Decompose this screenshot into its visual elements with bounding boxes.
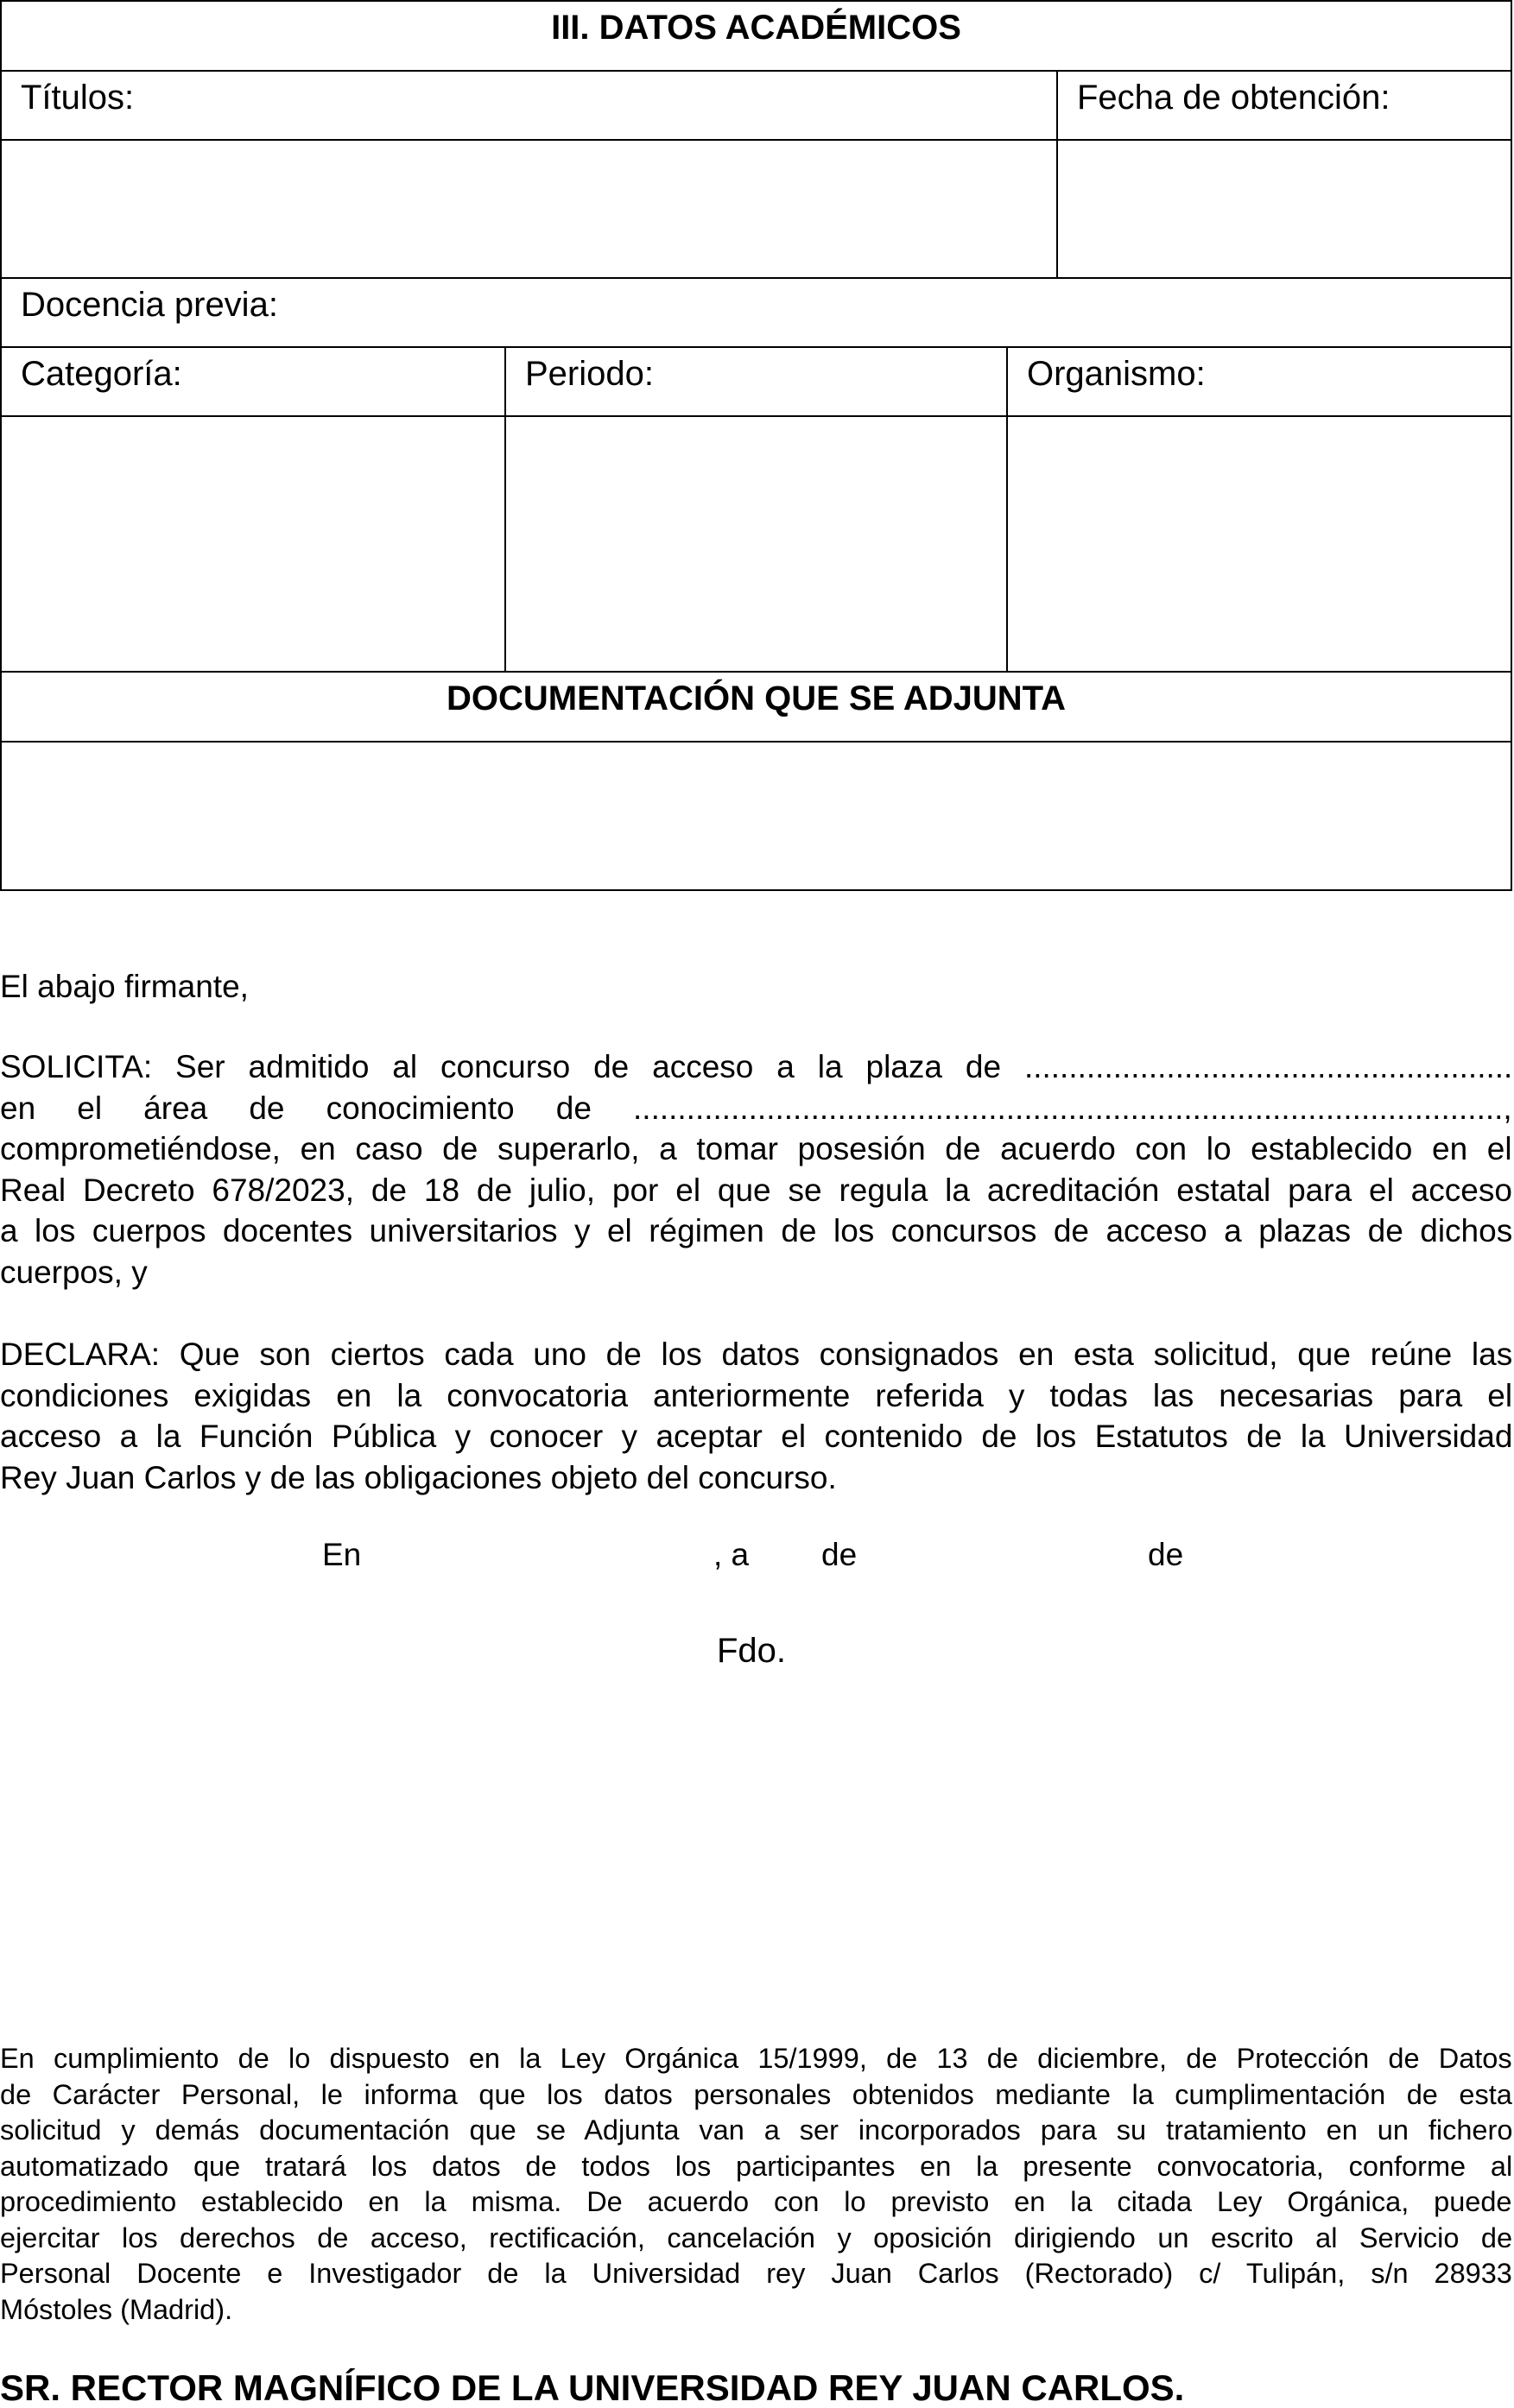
documentacion-title: DOCUMENTACIÓN QUE SE ADJUNTA (446, 679, 1067, 717)
declara-line: DECLARA: Que son ciertos cada uno de los datos consignados en esta solicitud, que reúne las (0, 1337, 1513, 1372)
titulos-label-cell (0, 70, 1058, 141)
declara-paragraph (0, 1334, 1512, 1498)
privacy-notice (0, 2041, 1512, 2328)
organismo-label: Organismo: (1027, 355, 1206, 393)
intro-text: El abajo firmante, (0, 969, 249, 1004)
titulos-field[interactable] (0, 139, 1058, 279)
periodo-label-cell (504, 346, 1008, 417)
solicita-line: en el área de conocimiento de .................................................................................................., (0, 1090, 1512, 1126)
privacy-line: ejercitar los derechos de acceso, rectificación, cancelación y oposición dirigiendo un escrito al Servicio de (0, 2222, 1513, 2253)
fecha-label: Fecha de obtención: (1077, 79, 1390, 117)
titulos-label: Títulos: (21, 79, 135, 117)
fecha-field[interactable] (1056, 139, 1512, 279)
signature-label: Fdo. (717, 1632, 787, 1670)
privacy-line: Personal Docente e Investigador de la Universidad rey Juan Carlos (Rectorado) c/ Tulipán, s/n 28933 (0, 2258, 1512, 2289)
section-title-cell (0, 0, 1512, 72)
organismo-label-cell (1006, 346, 1512, 417)
solicita-line: SOLICITA: Ser admitido al concurso de acceso a la plaza de ....................................................... (0, 1049, 1513, 1084)
solicita-line: a los cuerpos docentes universitarios y el régimen de los concursos de acceso a plazas de dichos (0, 1213, 1513, 1248)
privacy-line: de Carácter Personal, le informa que los datos personales obtenidos mediante la cumplimentación de esta (0, 2078, 1512, 2110)
year-label: de (1148, 1537, 1184, 1572)
privacy-line: automatizado que tratará los datos de todos los participantes en la presente convocatoria, conforme al (0, 2150, 1513, 2182)
place-label: En (322, 1537, 362, 1572)
categoria-field[interactable] (0, 415, 506, 673)
documentacion-field[interactable] (0, 741, 1512, 891)
docencia-label-cell (0, 277, 1512, 348)
declara-line: acceso a la Función Pública y conocer y aceptar el contenido de los Estatutos de la Universidad (0, 1419, 1513, 1454)
docencia-label: Docencia previa: (21, 286, 278, 324)
documentacion-title-cell (0, 671, 1512, 743)
month-label: de (821, 1537, 858, 1572)
solicita-paragraph (0, 1046, 1512, 1292)
solicita-line: Real Decreto 678/2023, de 18 de julio, por el que se regula la acreditación estatal para el acceso (0, 1172, 1512, 1208)
privacy-line: procedimiento establecido en la misma. De acuerdo con lo previsto en la citada Ley Orgánica, puede (0, 2186, 1512, 2217)
solicita-line: comprometiéndose, en caso de superarlo, a tomar posesión de acuerdo con lo establecido en el (0, 1131, 1512, 1166)
section-title: III. DATOS ACADÉMICOS (551, 9, 961, 47)
addressee: SR. RECTOR MAGNÍFICO DE LA UNIVERSIDAD REY JUAN CARLOS. (0, 2367, 1185, 2408)
fecha-label-cell (1056, 70, 1512, 141)
privacy-line: En cumplimiento de lo dispuesto en la Ley Orgánica 15/1999, de 13 de diciembre, de Protección de Datos (0, 2043, 1512, 2074)
categoria-label: Categoría: (21, 355, 182, 393)
declara-line: Rey Juan Carlos y de las obligaciones objeto del concurso. (0, 1459, 837, 1495)
day-label: , a (713, 1537, 750, 1572)
academic-data-form (0, 0, 1514, 891)
privacy-line: solicitud y demás documentación que se Adjunta van a ser incorporados para su tratamiento en un fichero (0, 2114, 1513, 2146)
periodo-label: Periodo: (525, 355, 654, 393)
privacy-line: Móstoles (Madrid). (0, 2293, 233, 2325)
solicita-line: cuerpos, y (0, 1254, 148, 1290)
organismo-field[interactable] (1006, 415, 1512, 673)
periodo-field[interactable] (504, 415, 1008, 673)
declara-line: condiciones exigidas en la convocatoria anteriormente referida y todas las necesarias para el (0, 1377, 1513, 1413)
categoria-label-cell (0, 346, 506, 417)
